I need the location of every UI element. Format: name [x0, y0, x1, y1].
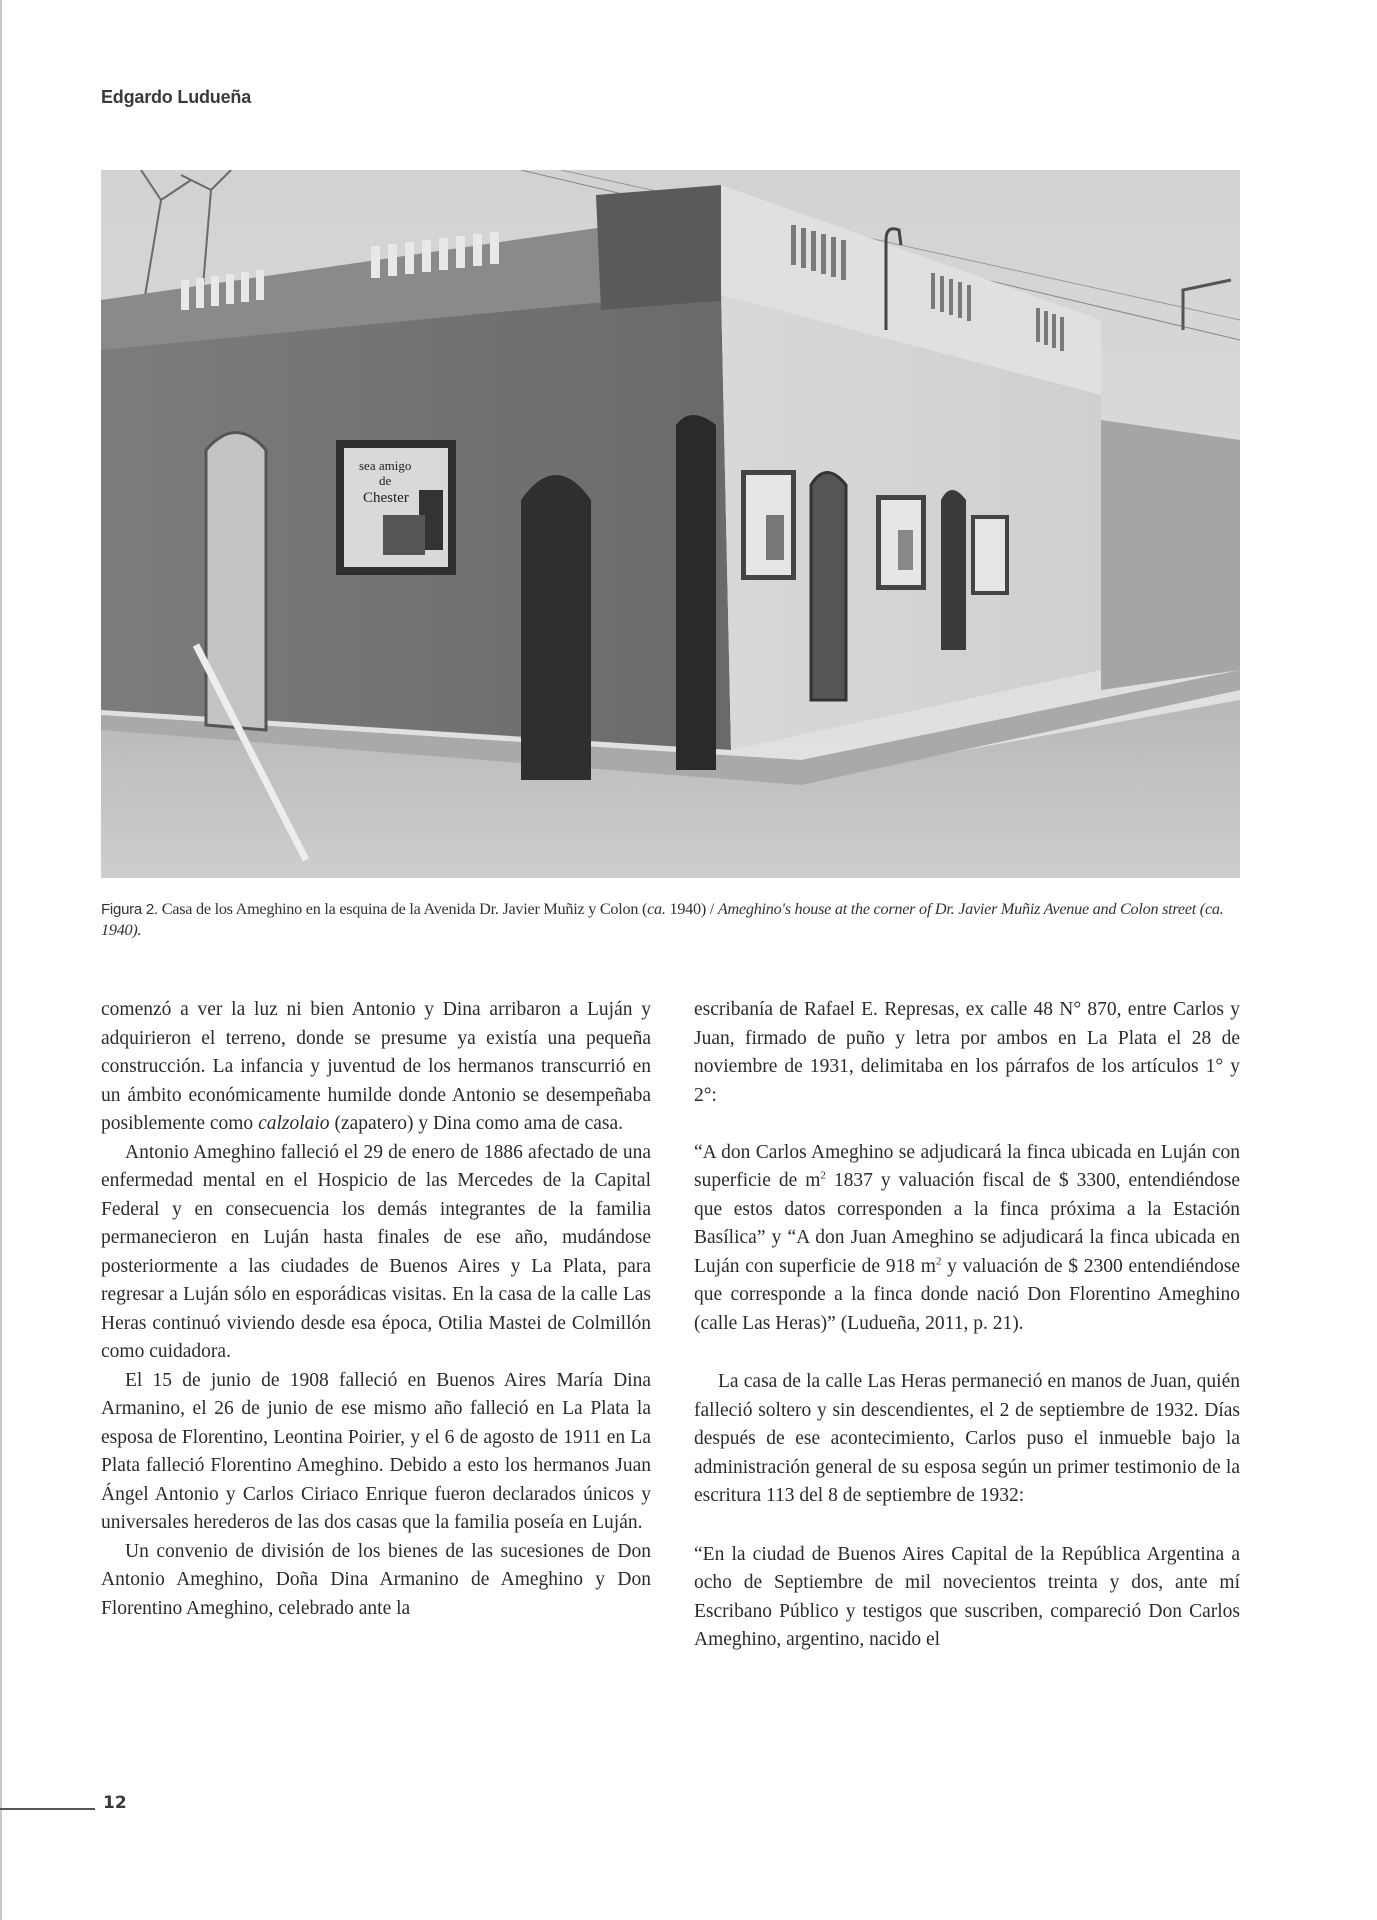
figure-caption — [101, 899, 1241, 940]
text-run: “A don Carlos Ameghino se adjudicará la finca ubicada en Luján con superficie de m — [694, 1141, 1240, 1191]
italic-term: calzolaio — [258, 1113, 330, 1134]
paragraph: Un convenio de división de los bienes de las sucesiones de Don Antonio Ameghino, Doña Dina Armanino de Ameghino y Don Florentino Ameghino, celebrado ante la — [101, 1540, 651, 1619]
text-run: y valuación de $ 2300 entendiéndose que corresponde a la finca donde nació Don Florentino Ameghino (calle Las Heras)” (Ludueña, 2011, p. 21). — [694, 1255, 1240, 1334]
quotation — [694, 1139, 1240, 1339]
superscript: 2 — [935, 1255, 942, 1267]
corner-block — [596, 185, 731, 310]
svg-text:Chester: Chester — [363, 490, 409, 506]
house-photo-illustration — [101, 170, 1240, 878]
footer-rule — [0, 1808, 95, 1810]
paragraph: escribanía de Rafael E. Represas, ex calle 48 N° 870, entre Carlos y Juan, firmado de puño y letra por ambos en La Plata el 28 de noviembre de 1931, delimitaba en los párrafos de los artículos 1° y 2°: — [694, 999, 1240, 1106]
superscript: 2 — [820, 1169, 826, 1182]
figure-label: Figura 2. — [101, 901, 158, 918]
arched-door-center — [521, 475, 591, 780]
chester-sign-right-2 — [876, 495, 926, 590]
paragraph — [101, 996, 651, 1139]
caption-spanish: Casa de los Ameghino en la esquina de la Avenida Dr. Javier Muñiz y Colon ( — [161, 900, 648, 918]
chester-sign-right-3 — [971, 515, 1009, 595]
arched-window-right — [941, 490, 966, 650]
running-head-author: Edgardo Ludueña — [101, 87, 252, 107]
caption-year: 1940) / — [665, 900, 718, 918]
caption-ca: ca. — [647, 900, 666, 918]
paragraph: Antonio Ameghino falleció el 29 de enero de 1886 afectado de una enfermedad mental en el Hospicio de las Mercedes de la Capital Federal y en consecuencia los demás integrantes de la familia permanecieron en Luján hasta finales de ese año, mudándose posteriormente a las ciudades de Buenos Aires y La Plata, para regresar a Luján sólo en esporádicas visitas. En la casa de la calle Las Heras continuó viviendo desde esa época, Otilia Mastei de Colmillón como cuidadora. — [101, 1141, 651, 1362]
svg-text:de: de — [379, 473, 392, 488]
chester-sign-right-1 — [741, 470, 796, 580]
corner-doorway — [676, 415, 716, 770]
neighbor-wall — [1101, 420, 1240, 690]
paragraph: El 15 de junio de 1908 falleció en Buenos Aires María Dina Armanino, el 26 de junio de ese mismo año falleció en La Plata la esposa de Florentino, Leontina Poirier, y el 6 de agosto de 1911 en La Plata falleció Florentino Ameghino. Debido a esto los hermanos Juan Ángel Antonio y Carlos Ciriaco Enrique fueron declarados únicos y universales herederos de las dos casas que la familia poseía en Luján. — [101, 1369, 651, 1533]
text-run: (zapatero) y Dina como ama de casa. — [329, 1113, 623, 1134]
figure-photo — [101, 170, 1240, 878]
text-run: comenzó a ver la luz ni bien Antonio y Dina arribaron a Luján y adquirieron el terreno, donde se presume ya existía una pequeña construcción. La infancia y juventud de los hermanos transcurrió en un ámbito económicamente humilde donde Antonio se desempeñaba posiblemente como — [101, 999, 651, 1134]
quotation: “En la ciudad de Buenos Aires Capital de la República Argentina a ocho de Septiembre de mil novecientos treinta y dos, ante mí Escribano Público y testigos que suscriben, compareció Don Carlos Ameghino, argentino, nacido el — [694, 1543, 1240, 1650]
paragraph: La casa de la calle Las Heras permaneció en manos de Juan, quién falleció soltero y sin descendientes, el 2 de septiembre de 1932. Días después de ese acontecimiento, Carlos puso el inmueble bajo la administración general de su esposa según un primer testimonio de la escritura 113 del 8 de septiembre de 1932: — [694, 1371, 1240, 1506]
caption-english: Ameghino's house at the corner of Dr. Javier Muñiz Avenue and Colon street (ca. 1940). — [101, 900, 1224, 939]
svg-text:sea amigo: sea amigo — [359, 458, 412, 473]
chester-sign — [336, 440, 456, 575]
left-column — [101, 996, 651, 1623]
page-number: 12 — [103, 1793, 127, 1813]
page-edge — [0, 0, 2, 1920]
right-column — [694, 996, 1240, 1655]
arched-door-right — [811, 473, 846, 701]
text-run: 1837 y valuación fiscal de $ 3300, entendiéndose que estos datos corresponden a la finca próxima a la Estación Basílica” y “A don Juan Ameghino se adjudicará la finca ubicada en Luján con superficie de 918 m — [694, 1170, 1240, 1277]
